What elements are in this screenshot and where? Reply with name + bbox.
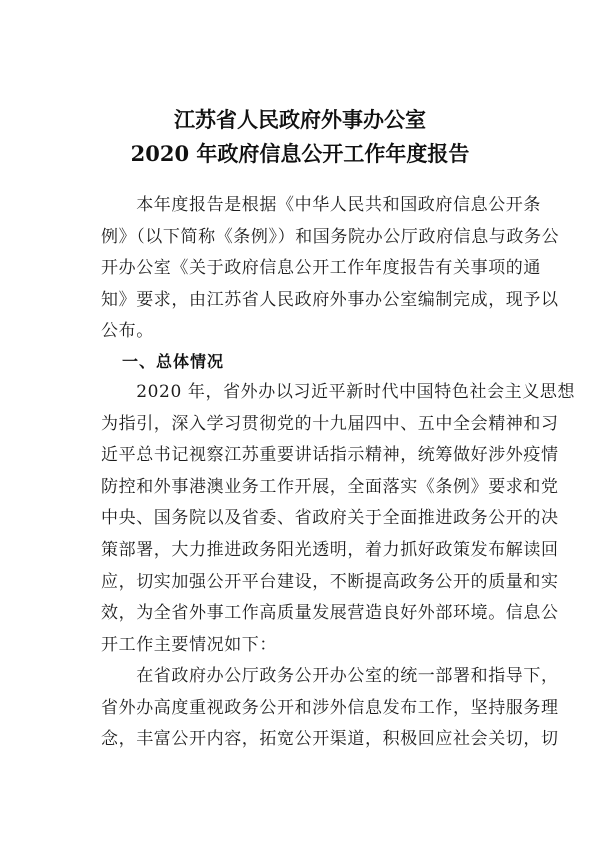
intro-line: 知》要求，由江苏省人民政府外事办公室编制完成，现予以 bbox=[101, 289, 559, 310]
work-line: 念，丰富公开内容，拓宽公开渠道，积极回应社会关切，切 bbox=[101, 729, 559, 750]
overview-line: 中央、国务院以及省委、省政府关于全面推进政务公开的决 bbox=[101, 508, 559, 529]
section-heading: 一、总体情况 bbox=[122, 352, 225, 371]
document-title-line-1: 江苏省人民政府外事办公室 bbox=[174, 107, 426, 132]
overview-line: 近平总书记视察江苏重要讲话指示精神，统筹做好涉外疫情 bbox=[101, 445, 559, 466]
overview-paragraph bbox=[101, 377, 576, 661]
intro-line: 开办公室《关于政府信息公开工作年度报告有关事项的通 bbox=[101, 258, 541, 279]
intro-line: 本年度报告是根据《中华人民共和国政府信息公开条 bbox=[101, 195, 541, 215]
overview-line: 开工作主要情况如下： bbox=[101, 634, 277, 655]
intro-paragraph bbox=[101, 190, 560, 348]
overview-line: 应，切实加强公开平台建设，不断提高政务公开的质量和实 bbox=[101, 571, 559, 592]
work-line: 在省政府办公厅政务公开办公室的统一部署和指导下， bbox=[101, 666, 559, 686]
overview-line: 策部署，大力推进政务阳光透明，着力抓好政策发布解读回 bbox=[101, 539, 559, 560]
work-paragraph bbox=[101, 661, 559, 756]
intro-line: 公布。 bbox=[101, 321, 154, 342]
intro-line: 例》（以下简称《条例》）和国务院办公厅政府信息与政务公 bbox=[101, 226, 560, 247]
document-title-line-2: 2020 年政府信息公开工作年度报告 bbox=[130, 141, 470, 166]
overview-line: 为指引，深入学习贯彻党的十九届四中、五中全会精神和习 bbox=[101, 413, 559, 434]
work-line: 省外办高度重视政务公开和涉外信息发布工作，坚持服务理 bbox=[101, 697, 559, 718]
overview-line: 2020 年，省外办以习近平新时代中国特色社会主义思想 bbox=[101, 382, 576, 402]
overview-line: 效，为全省外事工作高质量发展营造良好外部环境。信息公 bbox=[101, 603, 559, 624]
overview-line: 防控和外事港澳业务工作开展，全面落实《条例》要求和党 bbox=[101, 476, 559, 497]
